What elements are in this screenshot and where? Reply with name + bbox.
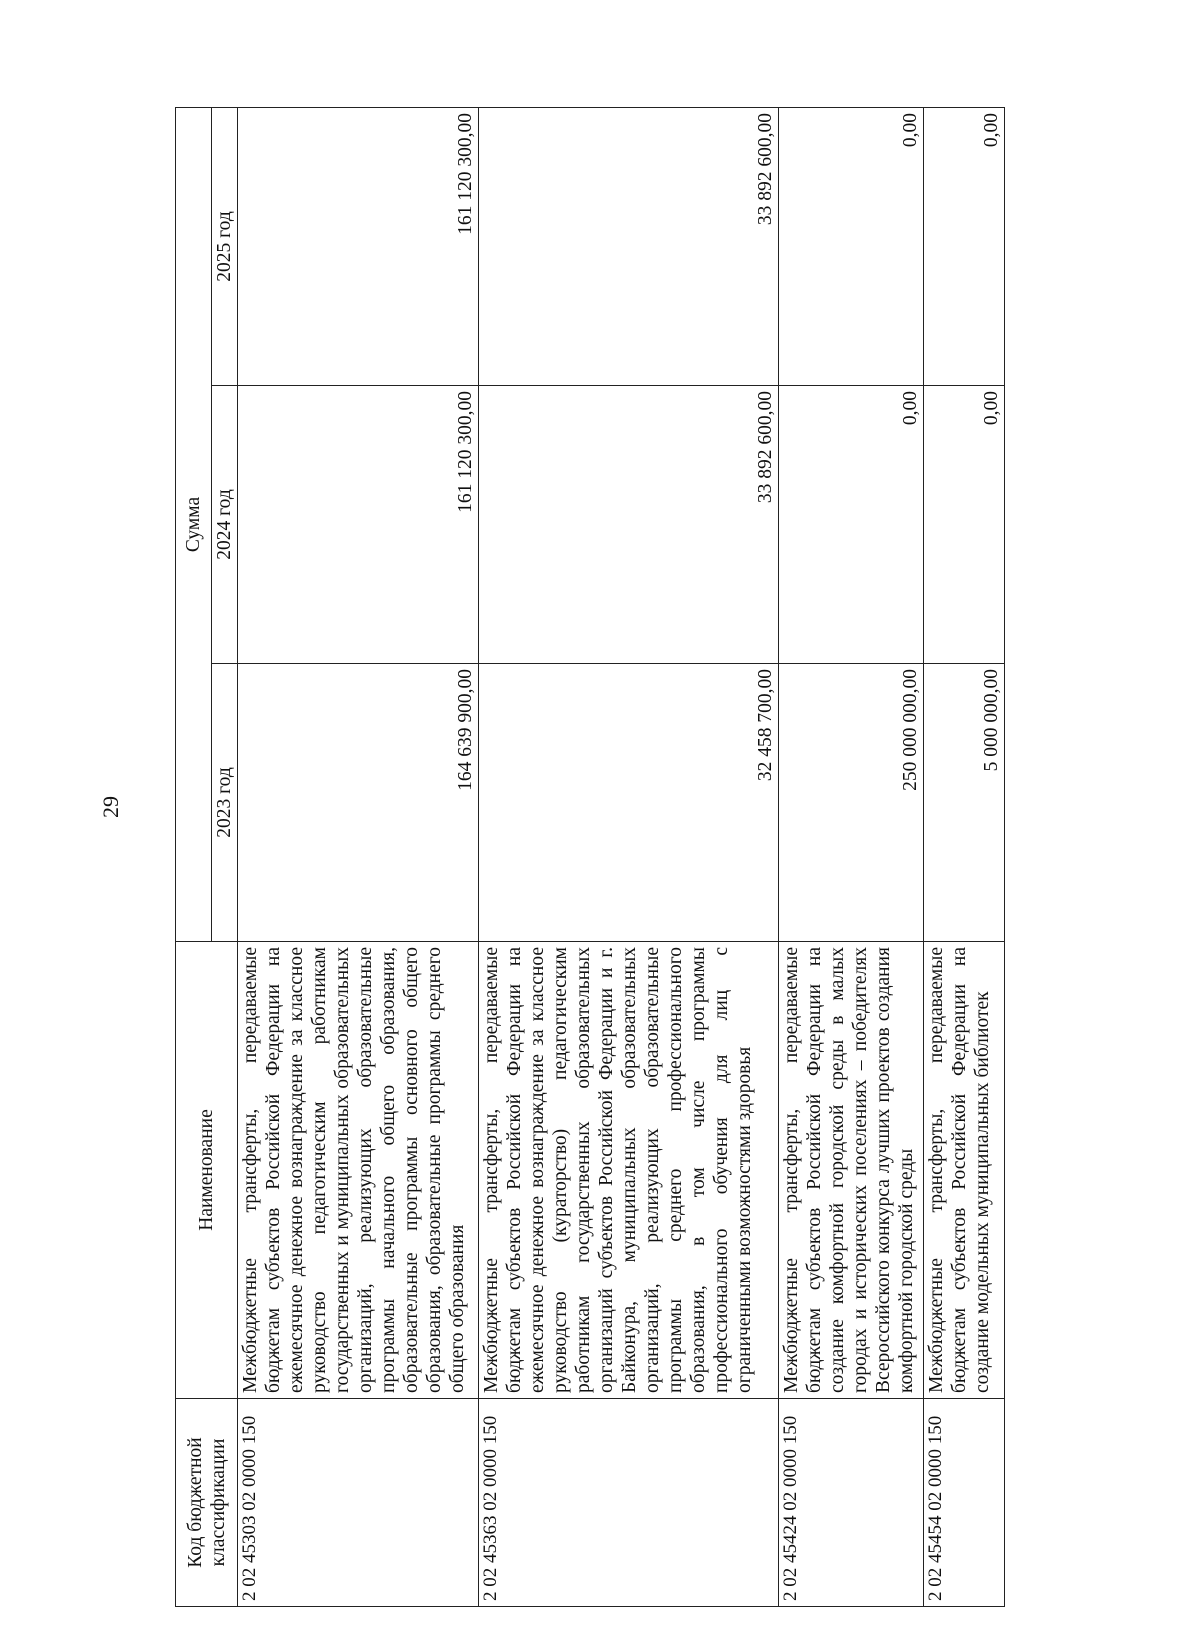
row-name: Межбюджетные трансферты, передаваемые бюджетам субъектов Российской Федерации на создание комфортной городской среды в малых городах и исторических поселениях – победителях Всероссийского конкурса лучших проектов создания комфортной городской среды — [778, 942, 924, 1399]
table-row — [478, 107, 778, 1606]
row-code: 2 02 45363 02 0000 150 — [478, 1399, 778, 1607]
row-amount-2023: 164 639 900,00 — [238, 664, 479, 942]
row-amount-2024: 0,00 — [924, 386, 1005, 664]
page-number: 29 — [98, 796, 123, 818]
budget-table — [175, 107, 1005, 1607]
header-year-2024: 2024 год — [212, 386, 238, 664]
row-name: Межбюджетные трансферты, передаваемые бюджетам субъектов Российской Федерации на создание модельных муниципальных библиотек — [924, 942, 1005, 1399]
row-code: 2 02 45454 02 0000 150 — [924, 1399, 1005, 1607]
row-amount-2023: 250 000 000,00 — [778, 664, 924, 942]
row-amount-2025: 161 120 300,00 — [238, 107, 479, 385]
row-amount-2024: 161 120 300,00 — [238, 386, 479, 664]
table-row — [924, 107, 1005, 1606]
rotated-page-content — [175, 107, 1005, 1607]
header-name: Наименование — [176, 942, 238, 1399]
header-code: Код бюджетной классификации — [176, 1399, 238, 1607]
row-amount-2024: 33 892 600,00 — [478, 386, 778, 664]
row-amount-2023: 32 458 700,00 — [478, 664, 778, 942]
table-row — [238, 107, 479, 1606]
header-year-2023: 2023 год — [212, 664, 238, 942]
row-code: 2 02 45303 02 0000 150 — [238, 1399, 479, 1607]
row-code: 2 02 45424 02 0000 150 — [778, 1399, 924, 1607]
row-amount-2025: 33 892 600,00 — [478, 107, 778, 385]
row-amount-2023: 5 000 000,00 — [924, 664, 1005, 942]
row-name: Межбюджетные трансферты, передаваемые бюджетам субъектов Российской Федерации на ежемесячное денежное вознаграждение за классное руководство педагогическим работникам государственных и муниципальных образовательных организаций, реализующих образовательные программы начального общего образования, образовательные программы основного общего образования, образовательные программы среднего общего образования — [238, 942, 479, 1399]
row-name: Межбюджетные трансферты, передаваемые бюджетам субъектов Российской Федерации на ежемесячное денежное вознаграждение за классное руководство (кураторство) педагогическим работникам государственных образовательных организаций субъектов Российской Федерации и г. Байконура, муниципальных образовательных организаций, реализующих образовательные программы среднего профессионального образования, в том числе программы профессионального обучения для лиц с ограниченными возможностями здоровья — [478, 942, 778, 1399]
row-amount-2025: 0,00 — [924, 107, 1005, 385]
row-amount-2025: 0,00 — [778, 107, 924, 385]
header-sum: Сумма — [176, 107, 212, 941]
table-row — [778, 107, 924, 1606]
row-amount-2024: 0,00 — [778, 386, 924, 664]
header-year-2025: 2025 год — [212, 107, 238, 385]
